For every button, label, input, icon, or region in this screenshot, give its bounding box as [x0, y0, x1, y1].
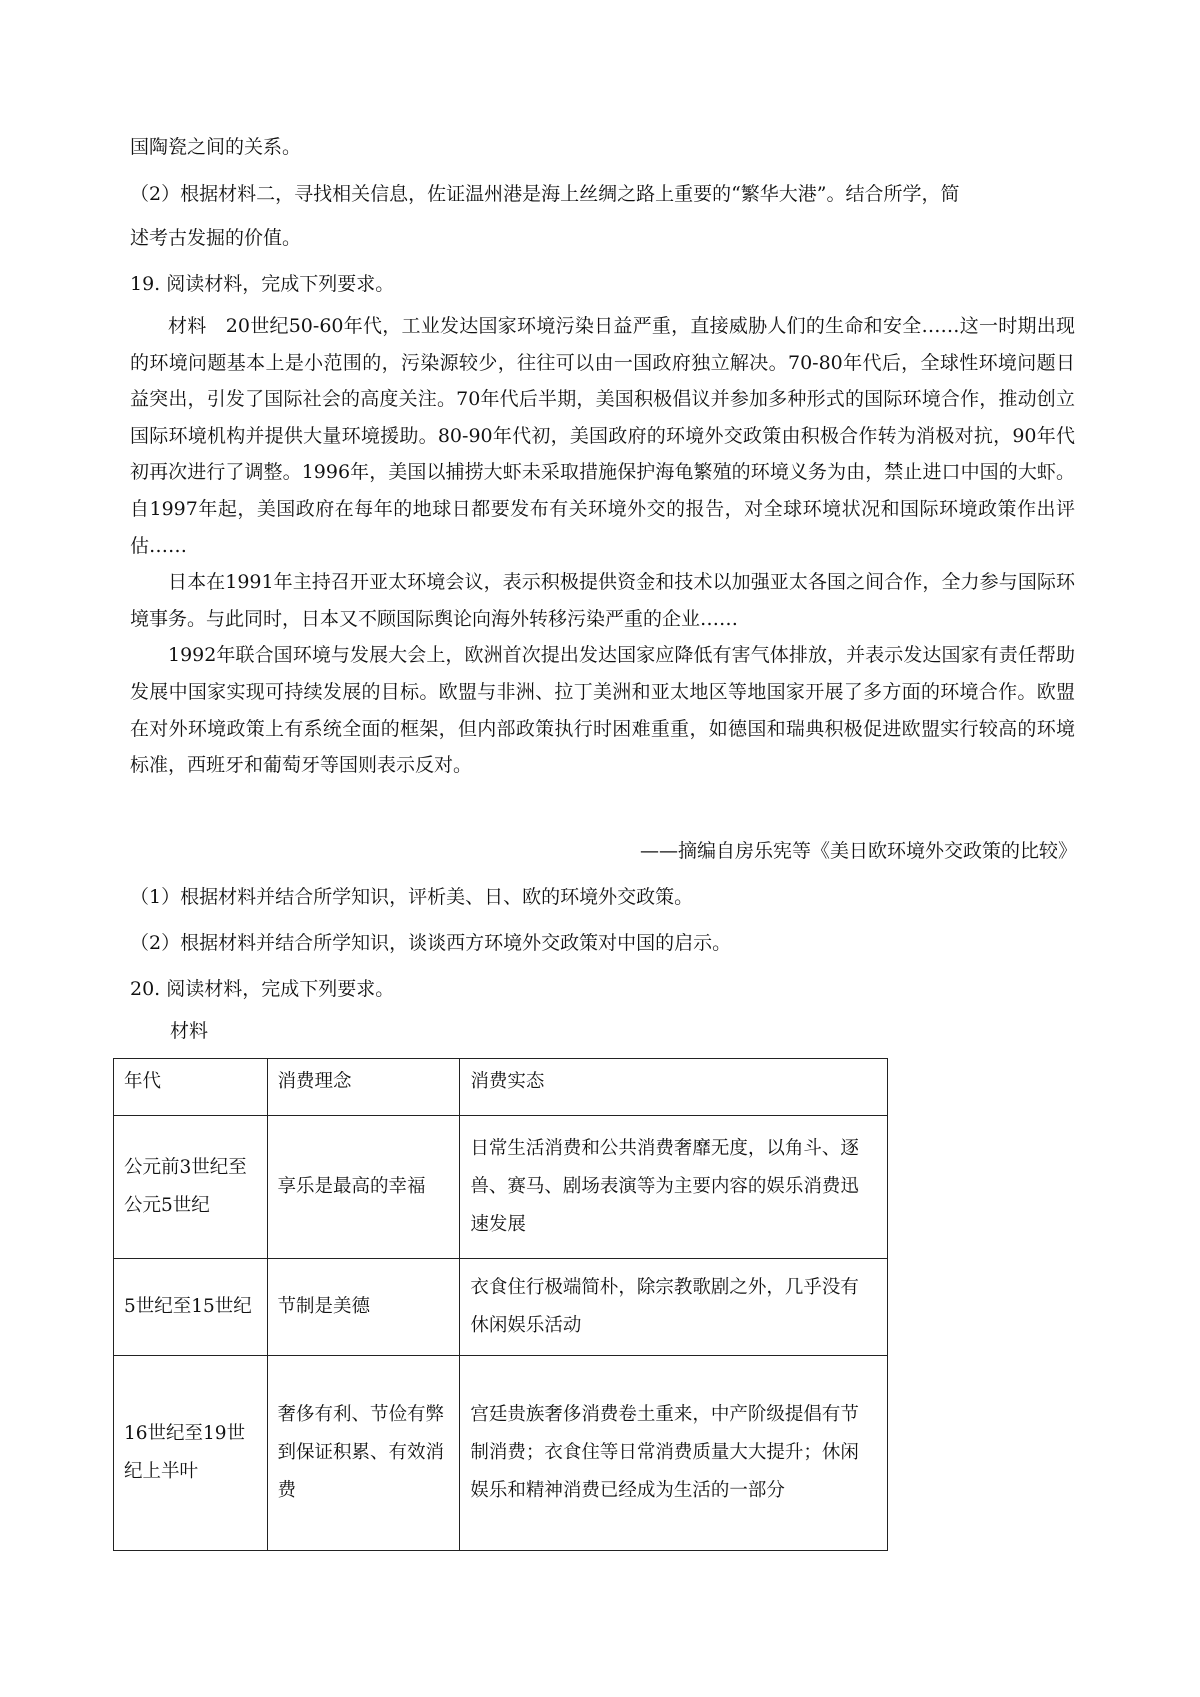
- table-cell-reality: [460, 1116, 888, 1259]
- material-paragraph-europe: 1992年联合国环境与发展大会上，欧洲首次提出发达国家应降低有害气体排放，并表示发达国家有责任帮助发展中国家实现可持续发展的目标。欧盟与非洲、拉丁美洲和亚太地区等地国家开展了多方面的环境合作。欧盟在对外环境政策上有系统全面的框架，但内部政策执行时困难重重，如德国和瑞典积极促进欧盟实行较高的环境标准，西班牙和葡萄牙等国则表示反对。: [130, 644, 1075, 777]
- table-cell-idea: [267, 1259, 460, 1356]
- material-paragraph-japan: 日本在1991年主持召开亚太环境会议，表示积极提供资金和技术以加强亚太各国之间合作，全力参与国际环境事务。与此同时，日本又不顾国际舆论向海外转移污染严重的企业……: [130, 571, 1075, 630]
- cell-text: 公元前3世纪至公元5世纪: [124, 1157, 247, 1216]
- cell-text: 日常生活消费和公共消费奢靡无度，以角斗、逐兽、赛马、剧场表演等为主要内容的娱乐消费迅速发展: [470, 1138, 859, 1235]
- material-label: 材料: [170, 1020, 209, 1042]
- citation: ——摘编自房乐宪等《美日欧环境外交政策的比较》: [639, 840, 1077, 862]
- cell-text: 16世纪至19世纪上半叶: [124, 1423, 246, 1482]
- table-cell-reality: [460, 1356, 888, 1551]
- question-20-title: 20. 阅读材料，完成下列要求。: [130, 978, 395, 1000]
- table-row: [114, 1259, 888, 1356]
- table-header-era: 年代: [114, 1059, 268, 1116]
- consumption-table: [113, 1058, 888, 1551]
- question-19-sub-1: （1）根据材料并结合所学知识，评析美、日、欧的环境外交政策。: [130, 886, 694, 908]
- table-cell-era: [114, 1116, 268, 1259]
- question-19-sub-2: （2）根据材料并结合所学知识，谈谈西方环境外交政策对中国的启示。: [130, 932, 732, 954]
- table-row: [114, 1356, 888, 1551]
- material-paragraph-usa: 材料 20世纪50-60年代，工业发达国家环境污染日益严重，直接威胁人们的生命和安全……这一时期出现的环境问题基本上是小范围的，污染源较少，往往可以由一国政府独立解决。70-80年代后，全球性环境问题日益突出，引发了国际社会的高度关注。70年代后半期，美国积极倡议并参加多种形式的国际环境合作，推动创立国际环境机构并提供大量环境援助。80-90年代初，美国政府的环境外交政策由积极合作转为消极对抗，90年代初再次进行了调整。1996年，美国以捕捞大虾未采取措施保护海龟繁殖的环境义务为由，禁止进口中国的大虾。自1997年起，美国政府在每年的地球日都要发布有关环境外交的报告，对全球环境状况和国际环境政策作出评估……: [130, 315, 1075, 557]
- table-row: [114, 1116, 888, 1259]
- table-header-idea: 消费理念: [267, 1059, 460, 1116]
- cell-text: 节制是美德: [277, 1296, 371, 1317]
- table-cell-reality: [460, 1259, 888, 1356]
- table-header-row: [114, 1059, 888, 1116]
- text-line: 述考古发掘的价值。: [130, 227, 302, 249]
- table-cell-idea: [267, 1356, 460, 1551]
- question-19-material: [130, 308, 1075, 784]
- cell-text: 宫廷贵族奢侈消费卷土重来，中产阶级提倡有节制消费；衣食住等日常消费质量大大提升；休闲娱乐和精神消费已经成为生活的一部分: [470, 1404, 859, 1501]
- table-header-reality: 消费实态: [460, 1059, 888, 1116]
- cell-text: 5世纪至15世纪: [124, 1296, 252, 1317]
- text-line: 国陶瓷之间的关系。: [130, 136, 302, 158]
- text-line: （2）根据材料二，寻找相关信息，佐证温州港是海上丝绸之路上重要的“繁华大港”。结合所学，简: [130, 183, 960, 205]
- cell-text: 享乐是最高的幸福: [277, 1176, 426, 1197]
- question-19-title: 19. 阅读材料，完成下列要求。: [130, 273, 395, 295]
- table-cell-era: [114, 1259, 268, 1356]
- cell-text: 衣食住行极端简朴，除宗教歌剧之外，几乎没有休闲娱乐活动: [470, 1277, 859, 1336]
- table-cell-idea: [267, 1116, 460, 1259]
- table-cell-era: [114, 1356, 268, 1551]
- cell-text: 奢侈有利、节俭有弊到保证积累、有效消费: [277, 1404, 445, 1501]
